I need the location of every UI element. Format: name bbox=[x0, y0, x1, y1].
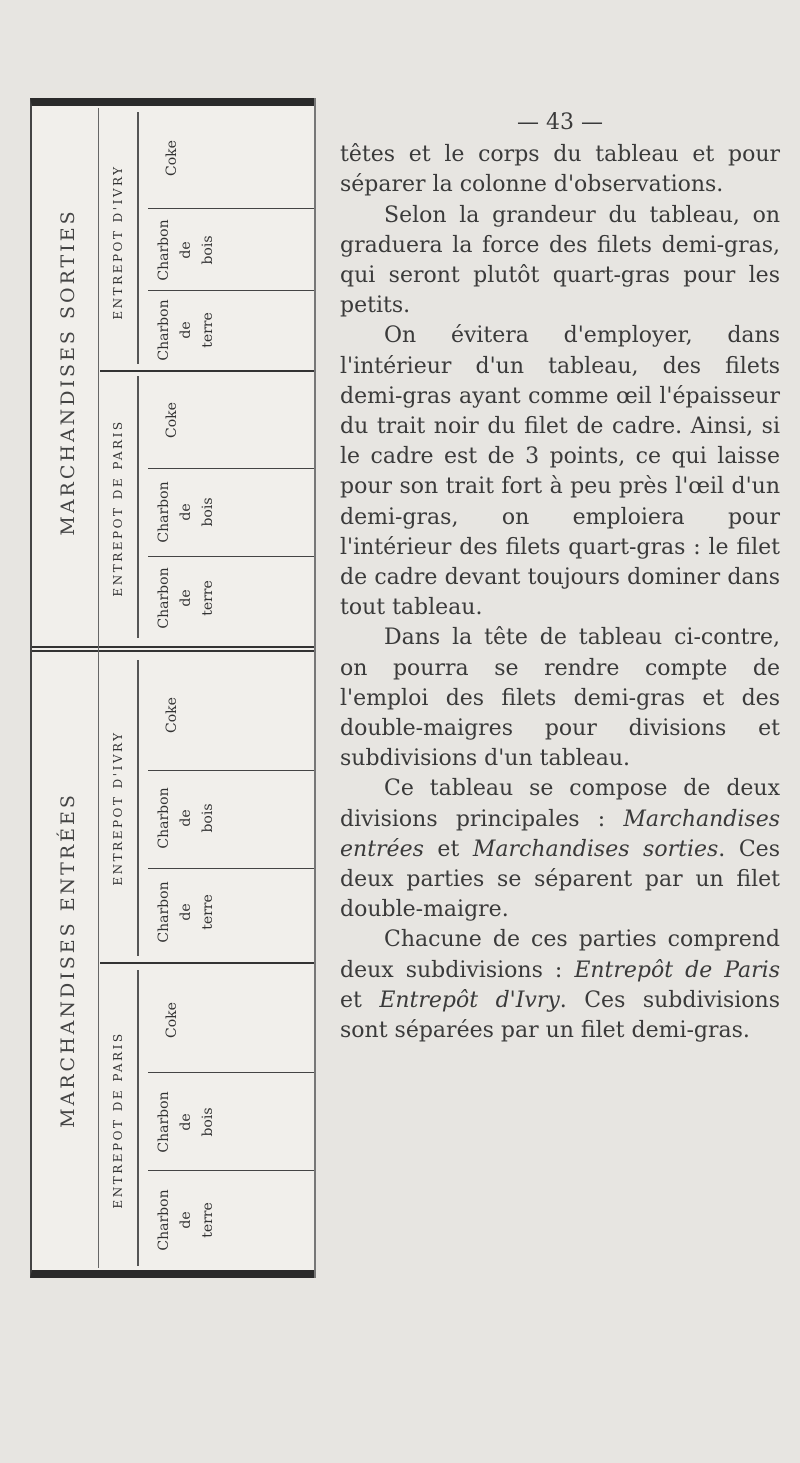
subdivision-separator-entrees bbox=[100, 962, 314, 964]
cell-rule bbox=[148, 208, 314, 209]
cell-rule bbox=[148, 1170, 314, 1171]
paragraph: On évitera d'employer, dans l'intérieur d'un tableau, des filets demi-gras ayant comme œil l'épaisseur du trait noir du filet de cadre. Ainsi, si le cadre est de 3 points, ce qui laisse pour son trait fort à peu près l'œil d'un demi-gras, on emploiera pour l'intérieur des filets quart-gras : le filet de cadre devant toujours dominer dans tout tableau. bbox=[340, 323, 780, 621]
brace-ivry-entrees bbox=[137, 660, 139, 956]
cell-charbon-de-bois: Charbon de bois bbox=[156, 219, 216, 281]
cell-coke: Coke bbox=[164, 140, 180, 176]
table-right-edge bbox=[314, 98, 316, 1278]
cell-charbon-de-terre: Charbon de terre bbox=[156, 881, 216, 943]
brace-paris-entrees bbox=[137, 970, 139, 1266]
cell-coke: Coke bbox=[164, 402, 180, 438]
subdivision-ivry-sorties: ENTREPOT D'IVRY bbox=[111, 164, 125, 320]
division-separator-top bbox=[32, 646, 314, 648]
cell-rule bbox=[148, 770, 314, 771]
subdivision-paris-sorties: ENTREPOT DE PARIS bbox=[111, 419, 125, 597]
paragraph: Ce tableau se compose de deux divisions principales : Marchandises entrées et Marchandises sorties. Ces deux parties se séparent par un filet double-maigre. bbox=[340, 776, 780, 923]
cell-charbon-de-bois: Charbon de bois bbox=[156, 787, 216, 849]
cell-coke: Coke bbox=[164, 697, 180, 733]
cell-charbon-de-terre: Charbon de terre bbox=[156, 299, 216, 361]
cell-charbon-de-terre: Charbon de terre bbox=[156, 567, 216, 629]
division-title-entrees: MARCHANDISES ENTRÉES bbox=[57, 792, 79, 1128]
body-text bbox=[340, 108, 780, 1046]
cell-rule bbox=[148, 556, 314, 557]
paragraph: Selon la grandeur du tableau, on graduera la force des filets demi-gras, qui seront plutôt quart-gras pour les petits. bbox=[340, 202, 780, 319]
cell-rule bbox=[148, 290, 314, 291]
division-column-rule bbox=[98, 108, 99, 1268]
paragraph: Dans la tête de tableau ci-contre, on pourra se rendre compte de l'emploi des filets demi-gras et des double-maigres pour divisions et subdivisions d'un tableau. bbox=[340, 625, 780, 772]
brace-paris-sorties bbox=[137, 376, 139, 638]
cell-rule bbox=[148, 1072, 314, 1073]
cell-charbon-de-bois: Charbon de bois bbox=[156, 481, 216, 543]
subdivision-separator-sorties bbox=[100, 370, 314, 372]
division-title-sorties: MARCHANDISES SORTIES bbox=[57, 208, 79, 536]
cell-coke: Coke bbox=[164, 1002, 180, 1038]
cell-rule bbox=[148, 468, 314, 469]
subdivision-ivry-entrees: ENTREPOT D'IVRY bbox=[111, 730, 125, 886]
cell-charbon-de-terre: Charbon de terre bbox=[156, 1189, 216, 1251]
division-separator-bottom bbox=[32, 650, 314, 652]
subdivision-paris-entrees: ENTREPOT DE PARIS bbox=[111, 1031, 125, 1209]
paragraph: têtes et le corps du tableau et pour séparer la colonne d'observations. bbox=[340, 142, 780, 198]
cell-rule bbox=[148, 868, 314, 869]
cell-charbon-de-bois: Charbon de bois bbox=[156, 1091, 216, 1153]
paragraph: Chacune de ces parties comprend deux subdivisions : Entrepôt de Paris et Entrepôt d'Ivry. Ces subdivisions sont séparées par un filet demi-gras. bbox=[340, 927, 780, 1044]
brace-ivry-sorties bbox=[137, 112, 139, 364]
page-number: — 43 — bbox=[517, 110, 603, 135]
